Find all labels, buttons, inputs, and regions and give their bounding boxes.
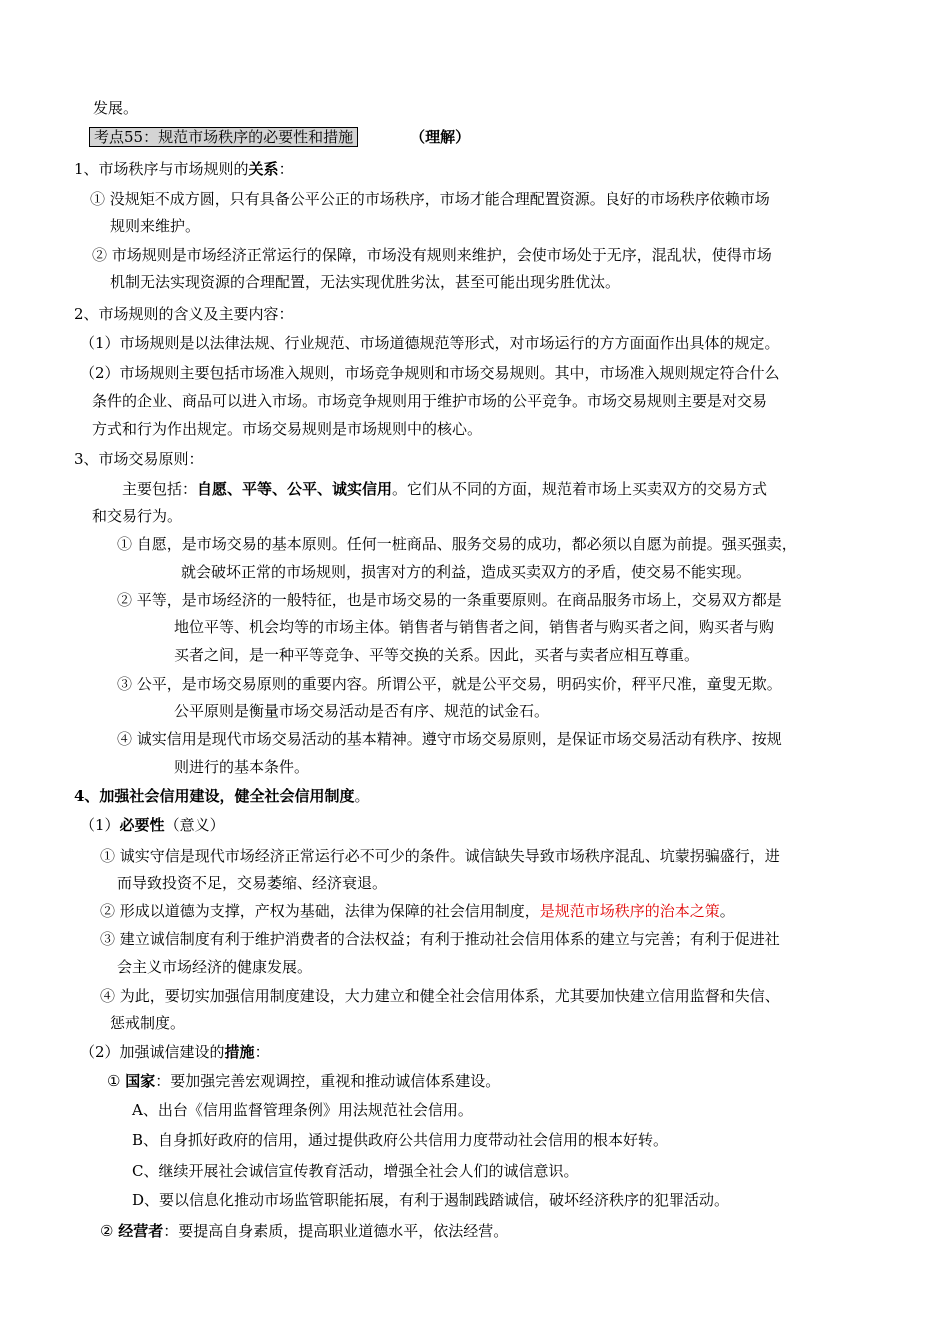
line-text: 地位平等、机会均等的市场主体。销售者与销售者之间，销售者与购买者之间，购买者与购 [174, 618, 775, 636]
heading-line [74, 786, 369, 806]
line-text: 方式和行为作出规定。市场交易规则是市场规则中的核心。 [92, 420, 483, 438]
list-item [132, 1100, 473, 1120]
text-line [80, 363, 780, 383]
text-line [80, 1042, 270, 1062]
line-text: ② 市场规则是市场经济正常运行的保障，市场没有规则来维护，会使市场处于无序，混乱状，使得市场 [92, 246, 772, 264]
line-text: （2）市场规则主要包括市场准入规则，市场竞争规则和市场交易规则。其中，市场准入规则规定符合什么 [80, 364, 780, 382]
line-text: ① [107, 1072, 126, 1090]
line-emphasis: 措施 [224, 1043, 255, 1061]
text-line [92, 506, 182, 526]
list-item [132, 1161, 578, 1181]
text-line [117, 674, 782, 694]
line-text: A、出台《信用监督管理条例》用法规范社会信用。 [132, 1101, 473, 1119]
line-text: 买者之间，是一种平等竞争、平等交换的关系。因此，买者与卖者应相互尊重。 [174, 646, 700, 664]
text-line [174, 701, 549, 721]
line-text: 条件的企业、商品可以进入市场。市场竞争规则用于维护市场的公平竞争。市场交易规则主要是对交易 [92, 392, 768, 410]
line-text: ① 没规矩不成方圆，只有具备公平公正的市场秩序，市场才能合理配置资源。良好的市场秩序依赖市场 [90, 190, 770, 208]
line-text: ④ 诚实信用是现代市场交易活动的基本精神。遵守市场交易原则，是保证市场交易活动有秩序、按规 [117, 730, 782, 748]
text-line [80, 333, 780, 353]
text-line [92, 391, 767, 411]
line-text: 。 [354, 787, 370, 805]
line-text: （1） [80, 816, 120, 834]
text-line [100, 929, 780, 949]
text-line [110, 1013, 185, 1033]
text-line [174, 645, 699, 665]
heading-line [74, 304, 294, 324]
text-line [110, 272, 620, 292]
text-line [117, 873, 387, 893]
text-line [100, 901, 735, 921]
line-text: ③ 公平，是市场交易原则的重要内容。所谓公平，就是公平交易，明码实价，秤平尺准，童叟无欺。 [117, 675, 782, 693]
line-text: （1）市场规则是以法律法规、行业规范、市场道德规范等形式，对市场运行的方方面面作出具体的规定。 [80, 334, 780, 352]
line-emphasis: 国家 [125, 1072, 156, 1090]
topic-level-tag: （理解） [410, 128, 471, 146]
line-highlight: 是规范市场秩序的治本之策 [539, 902, 720, 920]
list-item [132, 1190, 729, 1210]
line-text: D、要以信息化推动市场监管职能拓展，有利于遏制践踏诚信，破坏经济秩序的犯罪活动。 [132, 1191, 730, 1209]
line-text: 而导致投资不足，交易萎缩、经济衰退。 [117, 874, 388, 892]
line-text: 发展。 [93, 99, 139, 117]
heading-line [74, 159, 294, 179]
line-text: ② 平等，是市场经济的一般特征，也是市场交易的一条重要原则。在商品服务市场上，交易双方都是 [117, 591, 782, 609]
text-line [110, 216, 200, 236]
text-line [117, 590, 782, 610]
line-text: 会主义市场经济的健康发展。 [117, 958, 313, 976]
line-emphasis: 经营者 [118, 1222, 164, 1240]
section-heading [89, 127, 470, 147]
text-line [92, 419, 482, 439]
line-text: B、自身抓好政府的信用，通过提供政府公共信用力度带动社会信用的根本好转。 [132, 1131, 669, 1149]
text-line [117, 957, 312, 977]
line-text: 2、市场规则的含义及主要内容： [74, 305, 294, 323]
text-line [174, 617, 774, 637]
line-text: 3、市场交易原则： [74, 450, 204, 468]
line-text: 和交易行为。 [92, 507, 183, 525]
line-text: 就会破坏正常的市场规则，损害对方的利益，造成买卖双方的矛盾，使交易不能实现。 [181, 563, 752, 581]
line-text: 主要包括： [122, 480, 198, 498]
text-line [107, 1071, 500, 1091]
line-text: 1、市场秩序与市场规则的 [74, 160, 249, 178]
text-line [92, 245, 772, 265]
text-line [117, 534, 797, 554]
line-text: 。它们从不同的方面，规范着市场上买卖双方的交易方式 [392, 480, 768, 498]
line-text: C、继续开展社会诚信宣传教育活动，增强全社会人们的诚信意识。 [132, 1162, 579, 1180]
line-text: 规则来维护。 [110, 217, 201, 235]
line-text: 公平原则是衡量市场交易活动是否有序、规范的试金石。 [174, 702, 550, 720]
line-text: （2）加强诚信建设的 [80, 1043, 225, 1061]
text-line [174, 757, 309, 777]
line-emphasis: 必要性 [119, 816, 165, 834]
text-line [181, 562, 751, 582]
line-text: ： [278, 160, 294, 178]
line-emphasis: 自愿、平等、公平、诚实信用 [197, 480, 393, 498]
line-text: ② 形成以道德为支撑，产权为基础，法律为保障的社会信用制度， [100, 902, 540, 920]
line-text: 。 [719, 902, 735, 920]
text-line [122, 479, 767, 499]
text-line [80, 815, 225, 835]
topic-box: 考点55：规范市场秩序的必要性和措施 [89, 127, 358, 147]
text-line [117, 729, 782, 749]
line-text: 惩戒制度。 [110, 1014, 186, 1032]
line-text: ③ 建立诚信制度有利于维护消费者的合法权益；有利于推动社会信用体系的建立与完善；有利于促进社 [100, 930, 780, 948]
line-text: ：要提高自身素质，提高职业道德水平，依法经营。 [163, 1222, 509, 1240]
line-text: ① 诚实守信是现代市场经济正常运行必不可少的条件。诚信缺失导致市场秩序混乱、坑蒙拐骗盛行，进 [100, 847, 780, 865]
text-line [93, 98, 138, 118]
line-emphasis: 4、加强社会信用建设，健全社会信用制度 [74, 787, 355, 805]
list-item [132, 1130, 668, 1150]
line-text: ② [100, 1222, 119, 1240]
text-line [100, 986, 780, 1006]
line-text: （意义） [164, 816, 225, 834]
text-line [90, 189, 770, 209]
text-line [100, 846, 780, 866]
line-text: 则进行的基本条件。 [174, 758, 310, 776]
line-text: 机制无法实现资源的合理配置，无法实现优胜劣汰，甚至可能出现劣胜优汰。 [110, 273, 621, 291]
line-emphasis: 关系 [248, 160, 279, 178]
line-text: ④ 为此，要切实加强信用制度建设，大力建立和健全社会信用体系，尤其要加快建立信用监督和失信、 [100, 987, 780, 1005]
line-text: ： [254, 1043, 270, 1061]
text-line [100, 1221, 508, 1241]
line-text: ：要加强完善宏观调控，重视和推动诚信体系建设。 [155, 1072, 501, 1090]
heading-line [74, 449, 204, 469]
line-text: ① 自愿，是市场交易的基本原则。任何一桩商品、服务交易的成功，都必须以自愿为前提。强买强卖， [117, 535, 797, 553]
